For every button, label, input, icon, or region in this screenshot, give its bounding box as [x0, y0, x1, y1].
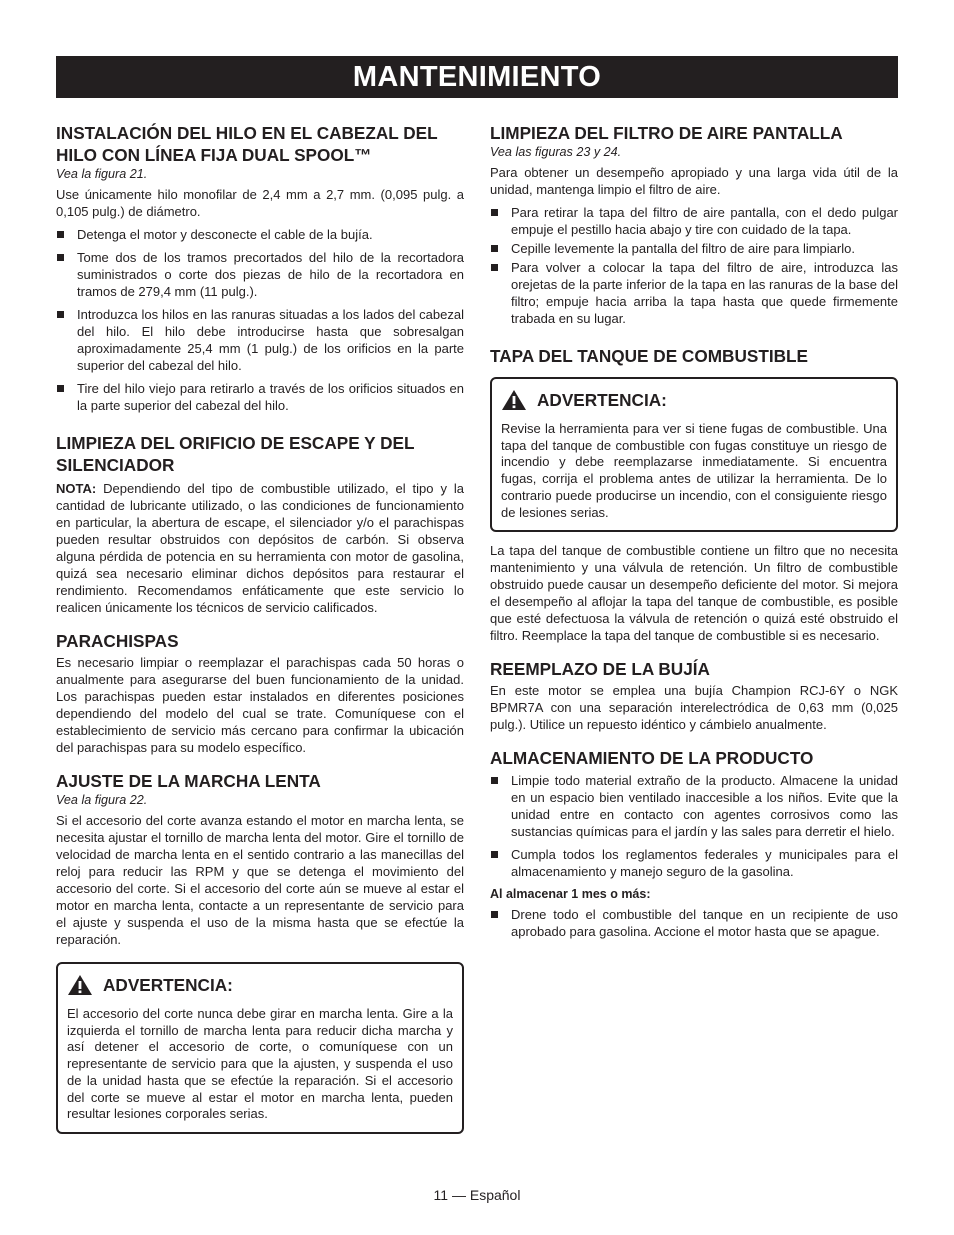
figure-ref: Vea la figura 22. — [56, 793, 148, 807]
paragraph: En este motor se emplea una bujía Champion RCJ-6Y o NGK BPMR7A con una separación interelectródica de 0,63 mm (0,025 pulg.). Utilice un repuesto idéntico y cámbielo anualmente. — [490, 683, 898, 733]
list-item: Detenga el motor y desconecte el cable de la bujía. — [56, 226, 464, 243]
heading-air-filter: LIMPIEZA DEL FILTRO DE AIRE PANTALLA — [490, 123, 843, 143]
figure-ref: Vea las figuras 23 y 24. — [490, 145, 622, 159]
list-item: Introduzca los hilos en las ranuras situadas a los lados del cabezal del hilo. El hilo debe introducirse hasta que sobresalgan aproximadamente 25,4 mm (1 pulg.) de los orificios en la parte superior del cabezal del hilo. — [56, 306, 464, 374]
bullet-square-icon — [491, 209, 498, 216]
list-item: Tire del hilo viejo para retirarlo a través de los orificios situados en la parte superior del cabezal del hilo. — [56, 380, 464, 414]
warning-box — [490, 377, 898, 532]
bullet-list — [56, 226, 464, 414]
bullet-list — [490, 906, 898, 940]
heading-spark-plug: REEMPLAZO DE LA BUJÍA — [490, 659, 710, 680]
bullet-square-icon — [57, 311, 64, 318]
paragraph: Use únicamente hilo monofilar de 2,4 mm a 2,7 mm. (0,095 pulg. a 0,105 pulg.) de diámetro. — [56, 187, 464, 219]
list-item: Cumpla todos los reglamentos federales y municipales para el almacenamiento y manejo seguro de la gasolina. — [490, 846, 898, 880]
warning-text: Revise la herramienta para ver si tiene fugas de combustible. Una tapa del tanque de combustible con fugas constituye un riesgo de incendio y debe reemplazarse inmediatamente. Si encuentra fugas, corrija el problema antes de utilizar la herramienta. De lo contrario puede producirse un incendio, con el consiguiente riesgo de lesiones serias. — [501, 421, 887, 520]
note-paragraph: NOTA: Dependiendo del tipo de combustible utilizado, el tipo y la cantidad de lubricante utilizado, o las condiciones de funcionamiento en particular, la abertura de escape, el silenciador y/o el parachispas pueden resultar obstruidos con depósitos de carbón. Si observa alguna pérdida de potencia en su herramienta con motor de gasolina, quizá sea necesario eliminar dichos depósitos para restaurar el rendimiento. Recomendamos enfáticamente que este servicio lo realicen únicamente los técnicos de servicio calificados. — [56, 481, 464, 615]
bullet-square-icon — [491, 851, 498, 858]
bullet-square-icon — [491, 245, 498, 252]
list-item: Drene todo el combustible del tanque en un recipiente de uso aprobado para gasolina. Accione el motor hasta que se apague. — [490, 906, 898, 940]
bullet-square-icon — [57, 385, 64, 392]
bullet-square-icon — [57, 231, 64, 238]
heading-exhaust: LIMPIEZA DEL ORIFICIO DE ESCAPE Y DEL SILENCIADOR — [56, 433, 415, 475]
left-column — [56, 122, 464, 1134]
page-footer: 11 — Español — [433, 1187, 521, 1203]
paragraph: Si el accesorio del corte avanza estando el motor en marcha lenta, se necesita ajustar el tornillo de marcha lenta del motor. Gire el tornillo de velocidad de marcha lenta en el sentido contrario a las manecillas del reloj para reducir las RPM y que se detenga el movimiento del accesorio del corte. Si el accesorio del corte aún se mueve al estar el motor en marcha lenta, contacte a un representante de servicio para el ajuste y suspenda el uso de la misma hasta que se efectúe la reparación. — [56, 813, 464, 947]
paragraph: Para obtener un desempeño apropiado y una larga vida útil de la unidad, mantenga limpio el filtro de aire. — [490, 165, 898, 197]
list-item: Cepille levemente la pantalla del filtro de aire para limpiarlo. — [490, 240, 898, 257]
list-item: Para retirar la tapa del filtro de aire pantalla, con el dedo pulgar empuje el pestillo hacia abajo y tire con cuidado de la tapa. — [490, 204, 898, 238]
storage-subhead: Al almacenar 1 mes o más: — [490, 887, 651, 902]
bullet-square-icon — [57, 254, 64, 261]
bullet-list — [490, 772, 898, 880]
right-column — [490, 122, 898, 946]
paragraph: La tapa del tanque de combustible contiene un filtro que no necesita mantenimiento y una válvula de retención. Un filtro de combustible obstruido puede causar un desempeño deficiente del motor. Si mejora el desempeño al aflojar la tapa del tanque de combustible, es posible que esté defectuosa la válvula de retención o quizá esté obstruido el filtro. Reemplace la tapa del tanque de combustible si es necesario. — [490, 543, 898, 644]
bullet-list — [490, 204, 898, 327]
heading-storage: ALMACENAMIENTO DE LA PRODUCTO — [490, 748, 814, 769]
heading-fuel-cap: TAPA DEL TANQUE DE COMBUSTIBLE — [490, 346, 808, 366]
page-banner-title: MANTENIMIENTO — [56, 56, 898, 98]
paragraph: Es necesario limpiar o reemplazar el parachispas cada 50 horas o anualmente para asegurarse del buen funcionamiento de la unidad. Los parachispas pueden estar instalados en diferentes posiciones dependiendo del modelo del cual se trate. Comuníquese con el establecimiento de servicio más cercano para confirmar la ubicación del parachispas para su modelo específico. — [56, 655, 464, 755]
warning-box — [56, 962, 464, 1134]
warning-text: El accesorio del corte nunca debe girar en marcha lenta. Gire a la izquierda el tornillo de marcha lenta para reducir dicha marcha y así detener el accesorio de corte, o comuníquese con un representante de servicio para que la ajusten, y suspenda el uso de la unidad hasta que se efectúe la reparación. Si el accesorio del corte se mueve al estar el motor en marcha lenta, pueden resultar lesiones corporales serias. — [67, 1006, 453, 1122]
list-item: Limpie todo material extraño de la producto. Almacene la unidad en un espacio bien ventilado inaccesible a los niños. Evite que la unidad entre en contacto con agentes corrosivos como las sustancias químicas para el jardín y las sales para derretir el hielo. — [490, 772, 898, 840]
heading-spark-arrestor: PARACHISPAS — [56, 631, 179, 651]
warning-triangle-icon — [67, 974, 93, 996]
heading-trimmer-line: INSTALACIÓN DEL HILO EN EL CABEZAL DEL HILO CON LÍNEA FIJA DUAL SPOOL™ — [56, 123, 438, 165]
figure-ref: Vea la figura 21. — [56, 167, 148, 181]
list-item: Tome dos de los tramos precortados del hilo de la recortadora suministrados o corte dos piezas de hilo de la recortadora en tramos de 279,4 mm (11 pulg.). — [56, 249, 464, 300]
bullet-square-icon — [491, 264, 498, 271]
warning-title: ADVERTENCIA: — [537, 389, 667, 410]
bullet-square-icon — [491, 777, 498, 784]
heading-idle-adjust: AJUSTE DE LA MARCHA LENTA — [56, 771, 321, 791]
warning-title: ADVERTENCIA: — [103, 974, 233, 995]
list-item: Para volver a colocar la tapa del filtro de aire, introduzca las orejetas de la parte inferior de la tapa en las ranuras de la base del filtro; empuje hacia arriba la tapa hasta que quede firmemente trabada en su lugar. — [490, 259, 898, 327]
bullet-square-icon — [491, 911, 498, 918]
warning-triangle-icon — [501, 389, 527, 411]
